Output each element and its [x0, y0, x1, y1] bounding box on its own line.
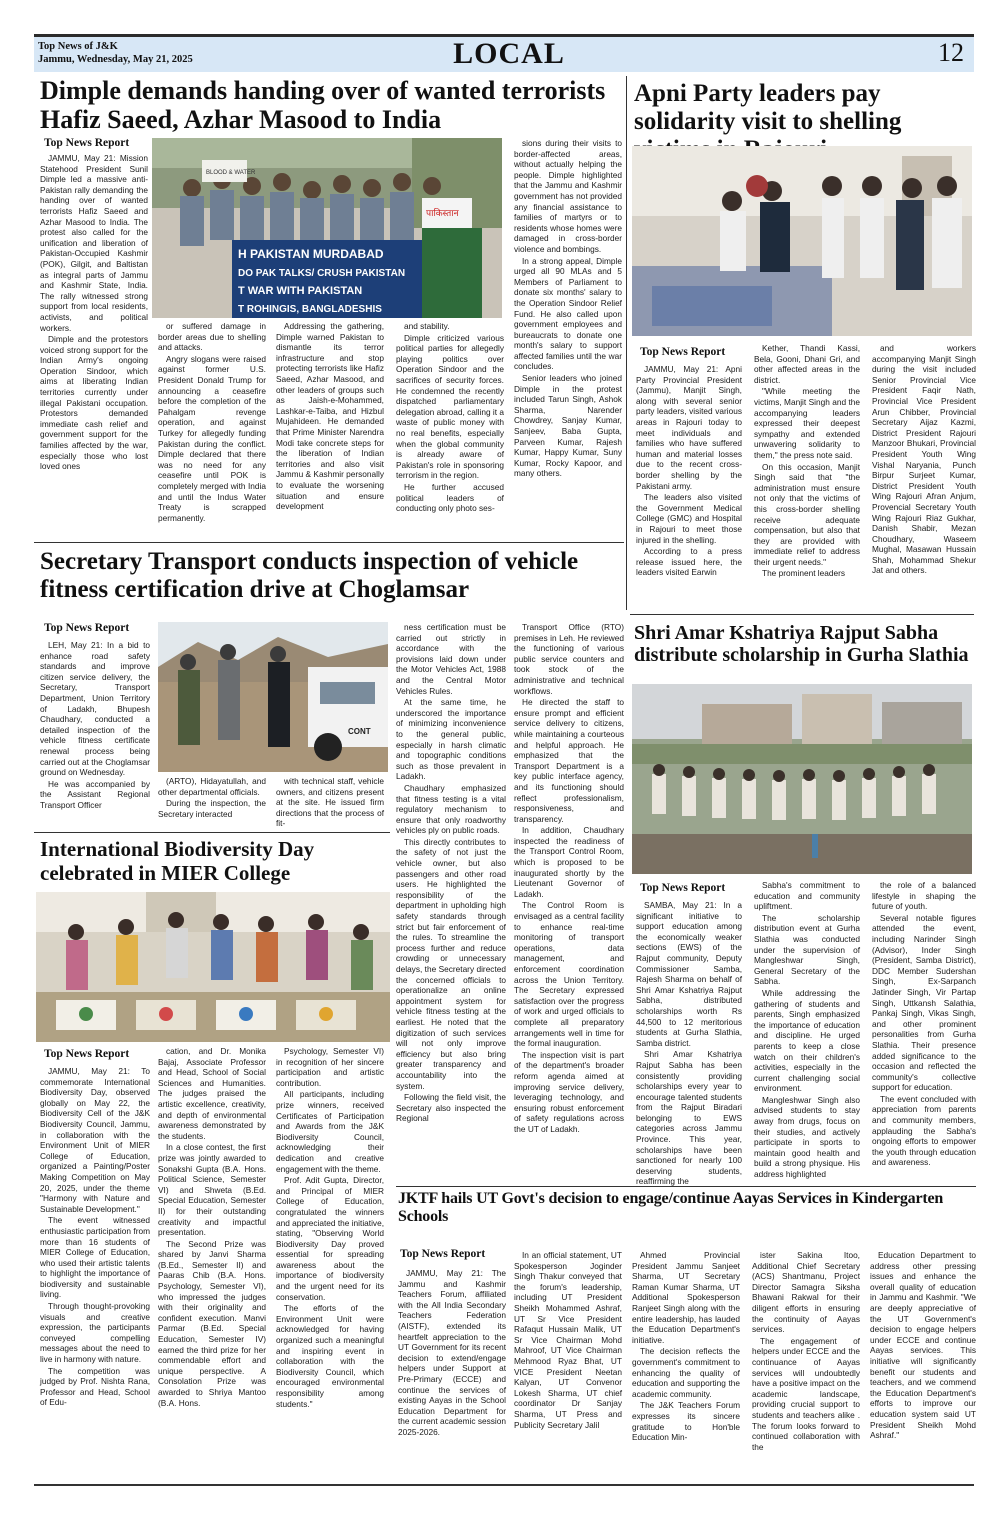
- paragraph: All participants, including prize winners, received Certificates of Participation and Awards from the J&K Biodiversity Council, acknowledging their dedication and creative engagement with the theme.: [276, 1089, 384, 1174]
- section-divider: [34, 542, 624, 543]
- banner-text-2: DO PAK TALKS/ CRUSH PAKISTAN: [238, 268, 406, 279]
- paragraph: SAMBA, May 21: In a significant initiative to support education among the economically weaker sections (EWS) of the Rajput community, Deputy Commissioner Samba, Rajesh Sharma on behalf of Shri Amar Kshatriya Rajput Sabha, distributed scholarships worth Rs 44,500 to 12 meritorious students at Gurha Slathia, Samba district.: [636, 900, 742, 1048]
- paragraph: Addressing the gathering, Dimple warned Pakistan to dismantle its terror infrastructure and stop protecting terrorists like Hafiz Saeed, Azhar Masood, and other leaders of groups such as Jaish-e-Mohammed, Lashkar-e-Taiba, and Hizbul Mujahideen. He demanded that Prime Minister Narendra Modi take concrete steps for the liberation of Indian territories and also visit Jammu & Kashmir personally to evaluate the worsening situation and ensure development: [276, 321, 384, 512]
- protest-photo: [152, 138, 502, 318]
- paragraph: He was accompanied by the Assistant Regional Transport Officer: [40, 778, 150, 810]
- paragraph: Transport Office (RTO) premises in Leh. He reviewed the functioning of various public service counters and took stock of the administrative and technical workflows.: [514, 622, 624, 696]
- paragraph: At the same time, he underscored the importance of minimizing inconvenience to the general public, especially in harsh climatic and topographic conditions such as those prevalent in Ladakh.: [396, 697, 506, 782]
- paragraph: Psychology, Semester VI) in recognition of her sincere participation and artistic contribution.: [276, 1046, 384, 1088]
- paragraph: Kether, Thandi Kassi, Bela, Gooni, Dhani Gri, and other affected areas in the district.: [754, 343, 860, 385]
- page-bottom-rule: [34, 1484, 974, 1486]
- column-divider: [626, 76, 627, 610]
- paragraph: Ahmed Provincial President Jammu Sanjeet Sharma, UT Secretary Raman Kumar Sharma, UT Additional Spokesperson Ranjeet Singh along with the entire leadership, has lauded the Education Department's initiative.: [632, 1250, 740, 1345]
- paragraph: In a strong appeal, Dimple urged all 90 MLAs and 5 Members of Parliament to donate six months' salary to the Operation Sindoor Relief Fund. He also called upon government employees and bureaucrats to donate one month's salary to support affected families until the war concludes.: [514, 255, 622, 372]
- paragraph: On this occasion, Manjit Singh said that "the administration must ensure not only that the victims of this cross-border shelling receive adequate compensation, but also that they are provided with immediate relief to address their urgent needs.": [754, 461, 860, 567]
- masthead-left: [38, 40, 193, 66]
- headline-apni-party: Apni Party leaders pay solidarity visit to shelling: [634, 80, 902, 135]
- biodiversity-event-photo: [36, 892, 390, 1042]
- paragraph: The J&K Teachers Forum expresses its sincere gratitude to Hon'ble Education Min-: [632, 1400, 740, 1443]
- section-divider: [396, 1186, 976, 1187]
- paragraph: Several notable figures attended the event, including Narinder Singh (Advisor), Inder Singh (President, Samba District), DDC Member Sudershan Singh, Ex-Sarpanch Jatinder Singh, Vir Partap Singh, Uttkansh Salathia, Pankaj Singh, Vikas Singh, and other prominent personalities from Gurha Slathia. Their presence added significance to the occasion and reflected the community's collective support for education.: [872, 912, 976, 1093]
- paragraph: (ARTO), Hidayatullah, and other departmental officials.: [158, 776, 266, 797]
- article-column: [276, 321, 384, 538]
- paragraph: Senior leaders who joined Dimple in the protest included Tarun Singh, Ashok Sharma, Narender Chowdrey, Sanjay Kumar, Sanjeev, Baba Gupta, Parveen Kumar, Rajesh Kumar, Happy Kumar, Suny Kumar, Rocky Kapoor, and many others.: [514, 373, 622, 479]
- paragraph: The efforts of the Environment Unit were acknowledged for having organized such a meaningful and inspiring event in collaboration with the Biodiversity Council, which encouraged environmental responsibility among students.": [276, 1303, 384, 1409]
- paragraph: with technical staff, vehicle owners, and citizens present at the site. He issued firm directions that the process of fit-: [276, 776, 384, 829]
- headline-biodiversity-day: International Biodiversity Day celebrated in MIER College: [40, 837, 315, 885]
- masthead: [34, 34, 974, 72]
- article-column: [158, 321, 266, 538]
- paragraph: and workers accompanying Manjit Singh during the visit included Senior Provincial Vice President Faqir Nath, Provincial Vice President Arun Chibber, Provincial Secretary Aijaz Kazmi, District President Rajouri Manzoor Bhukari, Provincial President Youth Wing Vishal Naryania, Punch Birpur Surjeet Kumar, District President Youth Wing Rajouri Afran Anjum, Provencial Secretary Youth Wing Rajouri Riaz Gukhar, Danish Shabir, Mezan Choudhary, Waseem Mughal, Masawan Hussain Shah, Mohammad Shekur Jat and others.: [872, 343, 976, 576]
- paragraph: or suffered damage in border areas due to shelling and attacks.: [158, 321, 266, 353]
- paragraph: The competition was judged by Prof. Nishta Rana, Professor and Head, School of Edu-: [40, 1365, 150, 1408]
- paragraph: Chaudhary emphasized that fitness testing is a vital regulatory mechanism to ensure that only roadworthy vehicles ply on public roads.: [396, 782, 506, 836]
- article-column: [636, 364, 742, 610]
- paragraph: Angry slogans were raised against former U.S. President Donald Trump for announcing a ceasefire before the completion of the Pahalgam revenge operation, and against Turkey for allegedly funding Pakistan during the conflict. Dimple declared that there was no need for any ceasefire until POK is completely merged with India and until the Indus Water Treaty is scrapped permanently.: [158, 353, 266, 523]
- paragraph: sions during their visits to border-affected areas, without actually helping the people. Dimple highlighted that the Jammu and Kashmir government has not provided any financial assistance to families of martyrs or to residents whose homes were damaged in cross-border violence and bombings.: [514, 138, 622, 254]
- article-column: [40, 153, 148, 538]
- placard-right-text: पाकिस्तान: [426, 209, 459, 219]
- byline: Top News Report: [640, 346, 726, 358]
- byline: Top News Report: [44, 137, 130, 149]
- paragraph: While addressing the gathering of students and parents, Singh emphasized the importance of education and discipline. He urged parents to keep a close watch on their children's activities, especially in the current challenging social environment.: [754, 987, 860, 1094]
- paragraph: The event concluded with appreciation from parents and community members, applauding the Sabha's ongoing efforts to empower the youth through education and awareness.: [872, 1093, 976, 1168]
- article-column: [514, 138, 622, 538]
- paragraph: In an official statement, UT Spokesperson Joginder Singh Thakur conveyed that the forum's leadership, including UT President Sheikh Mohammed Ashraf, UT Sr Vice President Rafaqut Hussain Malik, UT Sr Vice Chairman Mohd Mahroof, UT Vice Chairman Mehmood Ryaz Bhat, UT VICE President Neetan Kalyan, UT Convenor Lokesh Sharma, UT chief coordinator Dr Sanjay Sharma, UT Press and Publicity Secretary Jalil: [514, 1250, 622, 1430]
- paragraph: According to a press release issued here, the leaders visited Earwin: [636, 546, 742, 578]
- issue-date: Jammu, Wednesday, May 21, 2025: [38, 54, 193, 65]
- article-column: [158, 1046, 266, 1478]
- scholarship-event-photo: [632, 684, 972, 874]
- car-plate-text: CONT: [348, 727, 371, 736]
- paragraph: The leaders also visited the Government Medical College (GMC) and Hospital in Rajouri to meet those injured in the shelling.: [636, 492, 742, 545]
- article-column: [514, 1250, 622, 1478]
- article-column: [514, 622, 624, 1148]
- paragraph: Following the field visit, the Secretary also inspected the Regional: [396, 1092, 506, 1124]
- paragraph: Dimple and the protestors voiced strong support for the Indian Army's ongoing Operation Sindoor, which aims at liberating Indian territories currently under illegal Pakistani occupation. Protestors demanded immediate cash relief and government support for the families affected by the war, especially those who lost loved ones: [40, 334, 148, 472]
- banner-text-4: T ROHINGIS, BANGLADESHIS: [238, 304, 382, 315]
- article-column: [40, 1066, 150, 1478]
- headline-dimple: Dimple demands handing over of wanted terrorists Hafiz Saeed, Azhar Masood to India: [40, 76, 606, 135]
- paragraph: and stability.: [404, 321, 450, 331]
- paragraph: In addition, Chaudhary inspected the readiness of the Transport Control Room, which is proposed to be inaugurated shortly by the Lieutenant Governor of Ladakh.: [514, 825, 624, 899]
- article-column: [632, 1250, 740, 1478]
- article-column: [636, 900, 742, 1187]
- byline: Top News Report: [44, 622, 130, 634]
- banner-text-1: H PAKISTAN MURDABAD: [238, 247, 384, 261]
- paragraph: This directly contributes to the safety of not just the vehicle owner, but also passengers and other road users. He highlighted the responsibility of the department in upholding high safety standards through strict but fair enforcement of the rules. To streamline the process further and reduce crowding or unnecessary delays, the Secretary directed the concerned officials to operationalize an online appointment system for vehicle fitness testing at the earliest. He noted that the digitization of such services will not only improve efficiency but also bring greater transparency and accountability into the system.: [396, 836, 506, 1091]
- banner-text-3: T WAR WITH PAKISTAN: [238, 285, 363, 297]
- section-divider: [34, 832, 390, 833]
- paragraph: ister Sakina Itoo, Additional Chief Secretary (ACS) Shantmanu, Project Director Samagra Siksha Bhawani Rakwal for their diligent efforts in ensuring the continuity of Aayas services.: [752, 1250, 860, 1335]
- paragraph: JAMMU, May 21: The Jammu and Kashmir Teachers Forum, affiliated with the All India Secondary Teachers Federation (AISTF), extended its heartfelt appreciation to the UT Government for its recent decision to extend/engage helpers under Support at Pre-Primary (ECCE) and continue the services of existing Aayas in the School Education Department for the current academic session 2025-2026.: [398, 1268, 506, 1437]
- article-column: [752, 1250, 860, 1478]
- paragraph: the role of a balanced lifestyle in shaping the future of youth.: [872, 880, 976, 912]
- article-column: [276, 776, 384, 830]
- paragraph: Sabha's commitment to education and community upliftment.: [754, 880, 860, 912]
- paragraph: In a close contest, the first prize was jointly awarded to Sonakshi Gupta (B.A. Hons. Political Science, Semester VI) and Shweta (B.Ed. Special Education, Semester II) for their outstanding creativity and impactful presentation.: [158, 1142, 266, 1238]
- section-title: LOCAL: [453, 37, 565, 70]
- byline: Top News Report: [400, 1248, 486, 1260]
- article-column: [276, 1046, 384, 1478]
- article-column: [872, 343, 976, 610]
- article-column: [754, 880, 860, 1180]
- article-column: [396, 321, 504, 538]
- page-number: 12: [938, 38, 964, 67]
- paragraph: ness certification must be carried out strictly in accordance with the provisions laid down under the Motor Vehicles Act, 1988 and the Central Motor Vehicles Rules.: [396, 622, 506, 696]
- paragraph: Education Department to address other pressing issues and enhance the overall quality of education in Jammu and Kashmir. "We are deeply appreciative of the UT Government's decision to engage helpers under ECCE and continue Aayas services. This initiative will significantly benefit our students and teachers, and we commend the Education Department's efforts to improve our education system said UT President Sheikh Mohd Ashraf.": [870, 1250, 976, 1441]
- byline: Top News Report: [44, 1048, 130, 1060]
- paragraph: The decision reflects the government's commitment to enhancing the quality of education and supporting the academic community.: [632, 1346, 740, 1399]
- paper-name: Top News of J&K: [38, 41, 118, 52]
- article-column: [40, 640, 150, 828]
- article-column: [398, 1268, 506, 1478]
- paragraph: The scholarship distribution event at Gurha Slathia was conducted under the supervision of Mangleshwar Singh, General Secretary of the Sabha.: [754, 912, 860, 987]
- paragraph: JAMMU, May 21: Mission Statehood President Sunil Dimple led a massive anti-Pakistan rally demanding the handing over of wanted terrorists Hafiz Saeed and Azhar Masood to India. The protest also called for the unification and liberation of Pakistan-Occupied Kashmir (POK), Gilgit, and Baltistan as integral parts of Jammu and Kashmir State, India. The rally witnessed strong support from local residents, activists, and political workers.: [40, 153, 148, 333]
- article-column: [870, 1250, 976, 1478]
- article-column: [396, 622, 506, 1148]
- article-column: [158, 776, 266, 830]
- paragraph: Mangleshwar Singh also advised students to stay away from drugs, focus on their studies, and actively participate in sports to maintain good health and build a strong physique. His address highlighted: [754, 1094, 860, 1180]
- paragraph: The prominent leaders: [762, 568, 846, 579]
- section-divider: [630, 614, 974, 615]
- headline-rajput-sabha: Shri Amar Kshatriya Rajput Sabha distribute scholarship in Gurha Slathia: [634, 622, 969, 667]
- paragraph: "While meeting the victims, Manjit Singh and the accompanying leaders expressed their deepest sympathy and extended unwavering solidarity to them," the press note said.: [754, 386, 860, 460]
- paragraph: Through thought-provoking visuals and creative expression, the participants conveyed compelling messages about the need to live in harmony with nature.: [40, 1301, 150, 1365]
- paragraph: Dimple criticized various political parties for allegedly playing politics over Operation Sindoor and the sacrifices of security forces. He condemned the recently dispatched parliamentary delegation abroad, calling it a waste of public money with no real benefits, especially when the global community is already aware of Pakistan's role in sponsoring terrorism in the region.: [396, 332, 504, 481]
- paragraph: Prof. Adit Gupta, Director, and Principal of MIER College of Education, congratulated the winners and appreciated the initiative, stating, "Observing World Biodiversity Day proved essential for spreading awareness about the importance of biodiversity and the urgent need for its conservation.: [276, 1175, 384, 1302]
- paragraph: The engagement of helpers under ECCE and the continuance of Aayas services will undoubtedly have a positive impact on the academic landscape, providing crucial support to students and teachers alike . The forum looks forward to continued collaboration with the: [752, 1335, 860, 1452]
- hospital-visit-photo: [632, 146, 972, 336]
- article-column: [872, 880, 976, 1180]
- paragraph: The Second Prize was shared by Janvi Sharma (B.Ed., Semester II) and Paaras Chib (B.A. Hons. Psychology, Semester VI), who impressed the judges with their originality and confident execution. Manvi Parmar (B.Ed. Special Education, Semester IV) earned the third prize for her commendable effort and unique perspective. A Consolation Prize was awarded to Shriya Mantoo (B.A. Hons.: [158, 1238, 266, 1408]
- paragraph: The event witnessed enthusiastic participation from more than 16 students of MIER College of Education, who used their artistic talents to highlight the importance of biodiversity and sustainable living.: [40, 1215, 150, 1300]
- byline: Top News Report: [640, 882, 726, 894]
- headline-secretary-transport: Secretary Transport conducts inspection of vehicle fitness certification drive at Choglamsar: [40, 548, 579, 603]
- paragraph: The inspection visit is part of the department's broader reform agenda aimed at improving service delivery, leveraging technology, and ensuring robust enforcement of safety regulations across the UT of Ladakh.: [514, 1049, 624, 1134]
- article-column: [754, 343, 860, 610]
- paragraph: He further accused political leaders of conducting only photo ses-: [396, 481, 504, 514]
- paragraph: JAMMU, May 21: To commemorate International Biodiversity Day, observed globally on May 22, the Biodiversity Cell of the J&K Biodiversity Council, Jammu, in collaboration with the Environment Unit of MIER College of Education, organized a Painting/Poster Making Competition on May 20, 2025, under the theme "Harmony with Nature and Sustainable Development.": [40, 1066, 150, 1214]
- paragraph: Shri Amar Kshatriya Rajput Sabha has been consistently providing scholarships every year to encourage talented students from the Rajput Biradari belonging to EWS categories across Jammu Province. This year, scholarships have been sanctioned for nearly 100 deserving students, reaffirming the: [636, 1049, 742, 1187]
- paragraph: LEH, May 21: In a bid to enhance road safety standards and improve citizen service delivery, the Secretary, Transport Department, Union Territory of Ladakh, Bhupesh Chaudhary, conducted a detailed inspection of the vehicle fitness certificate renewal process being carried out at the Choglamsar ground on Wednesday.: [40, 640, 150, 778]
- placard-left-text: BLOOD & WATER: [206, 170, 256, 176]
- inspection-photo: [158, 622, 388, 772]
- paragraph: cation, and Dr. Monika Bajaj, Associate Professor and Head, School of Social Sciences and Humanities. The judges praised the artistic excellence, creativity, and depth of environmental awareness demonstrated by the students.: [158, 1046, 266, 1141]
- paragraph: JAMMU, May 21: Apni Party Provincial President (Jammu), Manjit Singh, along with several senior party leaders, visited various areas in Rajouri today to meet individuals and families who have suffered human and material losses due to the recent cross-border shelling by the Pakistani army.: [636, 364, 742, 491]
- paragraph: He directed the staff to ensure prompt and efficient service delivery to citizens, while maintaining a courteous and helpful approach. He emphasized that the Transport Department is a key public interface agency, and its functioning should reflect professionalism, responsiveness, and transparency.: [514, 697, 624, 824]
- paragraph: During the inspection, the Secretary interacted: [158, 798, 266, 819]
- headline-jktf: JKTF hails UT Govt's decision to engage/continue Aayas Services in Kindergarten Schools: [398, 1190, 944, 1225]
- paragraph: The Control Room is envisaged as a central facility to enhance real-time monitoring of transport operations, data management, and enforcement coordination across the Union Territory. The Secretary expressed satisfaction over the progress of work and urged officials to complete all preparatory arrangements well in time for the formal inauguration.: [514, 900, 624, 1049]
